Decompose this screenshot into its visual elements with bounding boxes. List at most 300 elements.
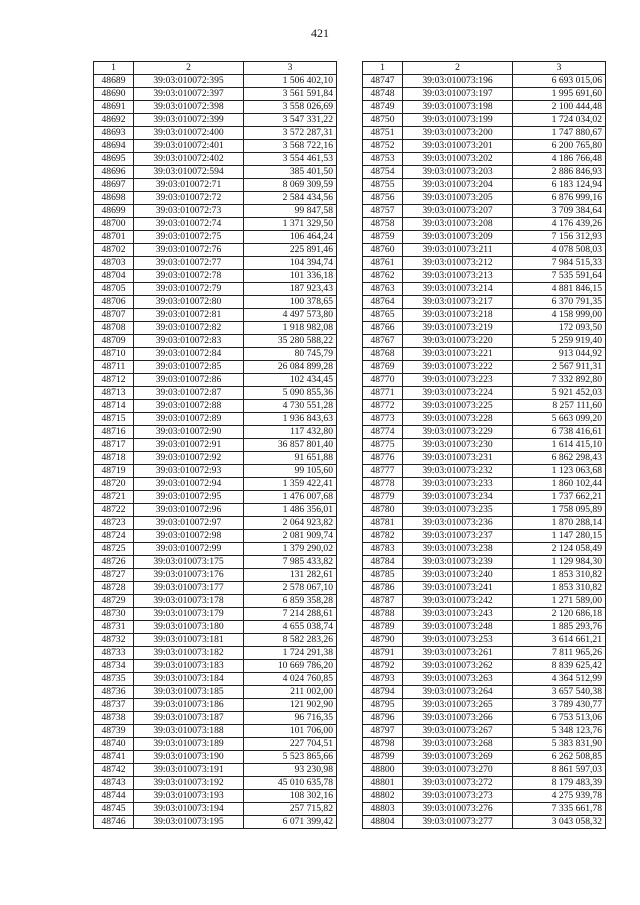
cadastral-number: 39:03:010073:194 [134, 803, 244, 816]
table-row [94, 192, 337, 205]
table-row [94, 634, 337, 647]
row-number: 48774 [363, 426, 403, 439]
cadastral-number: 39:03:010073:192 [134, 777, 244, 790]
row-number: 48737 [94, 699, 134, 712]
row-number: 48703 [94, 257, 134, 270]
cadastral-value: 1 271 589,00 [513, 595, 606, 608]
row-number: 48803 [363, 803, 403, 816]
cadastral-number: 39:03:010073:208 [403, 218, 513, 231]
table-row [94, 504, 337, 517]
cadastral-number: 39:03:010072:398 [134, 101, 244, 114]
row-number: 48765 [363, 309, 403, 322]
cadastral-value: 187 923,43 [244, 283, 337, 296]
cadastral-value: 6 738 416,61 [513, 426, 606, 439]
table-row [363, 322, 606, 335]
table-row [363, 387, 606, 400]
cadastral-value: 3 561 591,84 [244, 88, 337, 101]
table-row [363, 530, 606, 543]
cadastral-value: 2 584 434,56 [244, 192, 337, 205]
row-number: 48689 [94, 75, 134, 88]
cadastral-number: 39:03:010073:262 [403, 660, 513, 673]
table-row [94, 309, 337, 322]
cadastral-value: 131 282,61 [244, 569, 337, 582]
table-row [363, 205, 606, 218]
table-row [363, 296, 606, 309]
table-row [363, 140, 606, 153]
cadastral-value: 104 394,74 [244, 257, 337, 270]
table-row [94, 777, 337, 790]
cadastral-number: 39:03:010073:218 [403, 309, 513, 322]
table-row [363, 751, 606, 764]
cadastral-value: 6 183 124,94 [513, 179, 606, 192]
cadastral-number: 39:03:010072:91 [134, 439, 244, 452]
row-number: 48698 [94, 192, 134, 205]
row-number: 48766 [363, 322, 403, 335]
table-row [94, 153, 337, 166]
table-row [94, 231, 337, 244]
row-number: 48789 [363, 621, 403, 634]
row-number: 48718 [94, 452, 134, 465]
cadastral-value: 80 745,79 [244, 348, 337, 361]
row-number: 48711 [94, 361, 134, 374]
row-number: 48741 [94, 751, 134, 764]
cadastral-number: 39:03:010073:200 [403, 127, 513, 140]
table-row [363, 153, 606, 166]
row-number: 48754 [363, 166, 403, 179]
cadastral-number: 39:03:010073:221 [403, 348, 513, 361]
cadastral-number: 39:03:010073:235 [403, 504, 513, 517]
cadastral-number: 39:03:010072:401 [134, 140, 244, 153]
table-row [94, 374, 337, 387]
cadastral-number: 39:03:010073:223 [403, 374, 513, 387]
table-row [94, 114, 337, 127]
cadastral-value: 7 535 591,64 [513, 270, 606, 283]
column-header: 3 [513, 62, 606, 75]
row-number: 48800 [363, 764, 403, 777]
row-number: 48696 [94, 166, 134, 179]
row-number: 48757 [363, 205, 403, 218]
row-number: 48726 [94, 556, 134, 569]
cadastral-value: 4 024 760,85 [244, 673, 337, 686]
table-row [363, 582, 606, 595]
cadastral-value: 3 572 287,31 [244, 127, 337, 140]
row-number: 48756 [363, 192, 403, 205]
cadastral-number: 39:03:010073:207 [403, 205, 513, 218]
cadastral-number: 39:03:010073:186 [134, 699, 244, 712]
table-row [94, 439, 337, 452]
table-row [94, 543, 337, 556]
cadastral-number: 39:03:010072:399 [134, 114, 244, 127]
table-row [94, 400, 337, 413]
cadastral-value: 101 706,00 [244, 725, 337, 738]
row-number: 48738 [94, 712, 134, 725]
row-number: 48767 [363, 335, 403, 348]
row-number: 48691 [94, 101, 134, 114]
row-number: 48777 [363, 465, 403, 478]
cadastral-value: 1 371 329,50 [244, 218, 337, 231]
row-number: 48694 [94, 140, 134, 153]
cadastral-number: 39:03:010073:195 [134, 816, 244, 829]
table-row [363, 335, 606, 348]
cadastral-number: 39:03:010073:273 [403, 790, 513, 803]
row-number: 48791 [363, 647, 403, 660]
cadastral-number: 39:03:010072:77 [134, 257, 244, 270]
cadastral-number: 39:03:010073:242 [403, 595, 513, 608]
table-row [94, 413, 337, 426]
cadastral-number: 39:03:010073:265 [403, 699, 513, 712]
row-number: 48708 [94, 322, 134, 335]
row-number: 48702 [94, 244, 134, 257]
row-number: 48713 [94, 387, 134, 400]
table-row [363, 777, 606, 790]
cadastral-number: 39:03:010073:203 [403, 166, 513, 179]
table-row [363, 348, 606, 361]
cadastral-value: 8 582 283,26 [244, 634, 337, 647]
table-row [94, 322, 337, 335]
cadastral-number: 39:03:010073:191 [134, 764, 244, 777]
cadastral-value: 10 669 786,20 [244, 660, 337, 673]
cadastral-number: 39:03:010072:594 [134, 166, 244, 179]
cadastral-value: 4 275 939,78 [513, 790, 606, 803]
cadastral-number: 39:03:010072:94 [134, 478, 244, 491]
table-row [363, 712, 606, 725]
cadastral-number: 39:03:010073:232 [403, 465, 513, 478]
table-row [363, 595, 606, 608]
row-number: 48693 [94, 127, 134, 140]
table-row [94, 673, 337, 686]
cadastral-number: 39:03:010072:72 [134, 192, 244, 205]
cadastral-number: 39:03:010073:224 [403, 387, 513, 400]
cadastral-number: 39:03:010073:197 [403, 88, 513, 101]
row-number: 48788 [363, 608, 403, 621]
row-number: 48728 [94, 582, 134, 595]
cadastral-number: 39:03:010073:269 [403, 751, 513, 764]
cadastral-value: 96 716,35 [244, 712, 337, 725]
row-number: 48720 [94, 478, 134, 491]
table-row [94, 88, 337, 101]
row-number: 48701 [94, 231, 134, 244]
table-row [94, 387, 337, 400]
cadastral-number: 39:03:010073:188 [134, 725, 244, 738]
column-header: 1 [363, 62, 403, 75]
cadastral-number: 39:03:010072:96 [134, 504, 244, 517]
cadastral-value: 8 179 483,39 [513, 777, 606, 790]
cadastral-number: 39:03:010073:189 [134, 738, 244, 751]
row-number: 48739 [94, 725, 134, 738]
row-number: 48787 [363, 595, 403, 608]
table-row [94, 218, 337, 231]
table-row [94, 816, 337, 829]
table-row [94, 205, 337, 218]
cadastral-value: 36 857 801,40 [244, 439, 337, 452]
cadastral-value: 2 081 909,74 [244, 530, 337, 543]
header-row [363, 62, 606, 75]
cadastral-value: 26 084 899,28 [244, 361, 337, 374]
row-number: 48761 [363, 257, 403, 270]
row-number: 48715 [94, 413, 134, 426]
cadastral-number: 39:03:010072:400 [134, 127, 244, 140]
row-number: 48792 [363, 660, 403, 673]
row-number: 48768 [363, 348, 403, 361]
cadastral-value: 227 704,51 [244, 738, 337, 751]
row-number: 48695 [94, 153, 134, 166]
table-row [363, 231, 606, 244]
cadastral-value: 99 847,58 [244, 205, 337, 218]
cadastral-number: 39:03:010073:231 [403, 452, 513, 465]
cadastral-value: 3 568 722,16 [244, 140, 337, 153]
cadastral-value: 1 995 691,60 [513, 88, 606, 101]
row-number: 48785 [363, 569, 403, 582]
cadastral-value: 1 758 095,89 [513, 504, 606, 517]
table-row [94, 465, 337, 478]
row-number: 48716 [94, 426, 134, 439]
cadastral-number: 39:03:010072:82 [134, 322, 244, 335]
row-number: 48740 [94, 738, 134, 751]
table-row [363, 114, 606, 127]
table-row [94, 426, 337, 439]
cadastral-number: 39:03:010073:183 [134, 660, 244, 673]
table-row [94, 803, 337, 816]
cadastral-value: 8 861 597,03 [513, 764, 606, 777]
cadastral-value: 1 724 291,38 [244, 647, 337, 660]
row-number: 48781 [363, 517, 403, 530]
cadastral-number: 39:03:010073:243 [403, 608, 513, 621]
cadastral-number: 39:03:010073:202 [403, 153, 513, 166]
cadastral-number: 39:03:010073:248 [403, 621, 513, 634]
row-number: 48692 [94, 114, 134, 127]
column-header: 3 [244, 62, 337, 75]
row-number: 48730 [94, 608, 134, 621]
row-number: 48799 [363, 751, 403, 764]
cadastral-value: 3 043 058,32 [513, 816, 606, 829]
cadastral-value: 35 280 588,22 [244, 335, 337, 348]
cadastral-value: 1 359 422,41 [244, 478, 337, 491]
table-row [94, 790, 337, 803]
cadastral-value: 1 123 063,68 [513, 465, 606, 478]
cadastral-number: 39:03:010072:85 [134, 361, 244, 374]
page-number: 421 [311, 26, 329, 40]
cadastral-value: 4 497 573,80 [244, 309, 337, 322]
cadastral-value: 1 936 843,63 [244, 413, 337, 426]
row-number: 48748 [363, 88, 403, 101]
table-row [363, 413, 606, 426]
cadastral-number: 39:03:010073:264 [403, 686, 513, 699]
cadastral-number: 39:03:010072:87 [134, 387, 244, 400]
table-row [363, 621, 606, 634]
table-row [363, 803, 606, 816]
cadastral-value: 4 730 551,28 [244, 400, 337, 413]
cadastral-number: 39:03:010073:199 [403, 114, 513, 127]
cadastral-value: 913 044,92 [513, 348, 606, 361]
row-number: 48786 [363, 582, 403, 595]
row-number: 48712 [94, 374, 134, 387]
cadastral-number: 39:03:010073:239 [403, 556, 513, 569]
row-number: 48771 [363, 387, 403, 400]
table-row [363, 504, 606, 517]
cadastral-number: 39:03:010073:267 [403, 725, 513, 738]
table-row [363, 673, 606, 686]
cadastral-number: 39:03:010073:233 [403, 478, 513, 491]
column-header: 2 [134, 62, 244, 75]
cadastral-value: 1 379 290,02 [244, 543, 337, 556]
cadastral-number: 39:03:010072:90 [134, 426, 244, 439]
cadastral-value: 7 332 892,80 [513, 374, 606, 387]
row-number: 48776 [363, 452, 403, 465]
cadastral-value: 6 753 513,06 [513, 712, 606, 725]
cadastral-value: 7 811 965,26 [513, 647, 606, 660]
table-row [94, 478, 337, 491]
cadastral-number: 39:03:010073:211 [403, 244, 513, 257]
cadastral-value: 45 010 635,78 [244, 777, 337, 790]
row-number: 48795 [363, 699, 403, 712]
cadastral-number: 39:03:010073:190 [134, 751, 244, 764]
cadastral-number: 39:03:010072:402 [134, 153, 244, 166]
cadastral-value: 385 401,50 [244, 166, 337, 179]
table-row [94, 608, 337, 621]
cadastral-number: 39:03:010073:212 [403, 257, 513, 270]
cadastral-number: 39:03:010072:78 [134, 270, 244, 283]
cadastral-value: 7 214 288,61 [244, 608, 337, 621]
row-number: 48772 [363, 400, 403, 413]
cadastral-value: 5 663 099,20 [513, 413, 606, 426]
cadastral-value: 5 259 919,40 [513, 335, 606, 348]
cadastral-value: 172 093,50 [513, 322, 606, 335]
cadastral-value: 8 839 625,42 [513, 660, 606, 673]
row-number: 48743 [94, 777, 134, 790]
table-row [363, 491, 606, 504]
table-row [363, 543, 606, 556]
cadastral-number: 39:03:010072:88 [134, 400, 244, 413]
cadastral-value: 5 921 452,03 [513, 387, 606, 400]
table-row [94, 270, 337, 283]
cadastral-number: 39:03:010073:185 [134, 686, 244, 699]
cadastral-value: 1 747 880,67 [513, 127, 606, 140]
row-number: 48734 [94, 660, 134, 673]
table-row [94, 595, 337, 608]
cadastral-value: 1 737 662,21 [513, 491, 606, 504]
table-row [94, 530, 337, 543]
cadastral-value: 6 200 765,80 [513, 140, 606, 153]
cadastral-number: 39:03:010073:229 [403, 426, 513, 439]
cadastral-number: 39:03:010073:277 [403, 816, 513, 829]
cadastral-number: 39:03:010073:225 [403, 400, 513, 413]
row-number: 48690 [94, 88, 134, 101]
cadastral-number: 39:03:010072:97 [134, 517, 244, 530]
cadastral-value: 3 547 331,22 [244, 114, 337, 127]
cadastral-number: 39:03:010072:93 [134, 465, 244, 478]
cadastral-value: 8 257 111,60 [513, 400, 606, 413]
cadastral-value: 4 176 439,26 [513, 218, 606, 231]
table-row [94, 660, 337, 673]
cadastral-value: 4 186 766,48 [513, 153, 606, 166]
cadastral-number: 39:03:010073:237 [403, 530, 513, 543]
row-number: 48778 [363, 478, 403, 491]
cadastral-number: 39:03:010072:99 [134, 543, 244, 556]
row-number: 48798 [363, 738, 403, 751]
table-row [94, 361, 337, 374]
row-number: 48747 [363, 75, 403, 88]
row-number: 48729 [94, 595, 134, 608]
table-row [363, 400, 606, 413]
cadastral-number: 39:03:010073:179 [134, 608, 244, 621]
cadastral-value: 1 129 984,30 [513, 556, 606, 569]
table-row [94, 296, 337, 309]
cadastral-number: 39:03:010073:234 [403, 491, 513, 504]
cadastral-number: 39:03:010073:214 [403, 283, 513, 296]
cadastral-number: 39:03:010072:76 [134, 244, 244, 257]
table-row [94, 452, 337, 465]
cadastral-number: 39:03:010072:75 [134, 231, 244, 244]
table-row [363, 257, 606, 270]
table-row [363, 192, 606, 205]
row-number: 48758 [363, 218, 403, 231]
row-number: 48707 [94, 309, 134, 322]
cadastral-number: 39:03:010073:268 [403, 738, 513, 751]
cadastral-number: 39:03:010073:266 [403, 712, 513, 725]
cadastral-value: 1 860 102,44 [513, 478, 606, 491]
row-number: 48769 [363, 361, 403, 374]
table-row [363, 465, 606, 478]
cadastral-value: 6 862 298,43 [513, 452, 606, 465]
cadastral-value: 6 370 791,35 [513, 296, 606, 309]
table-row [94, 725, 337, 738]
row-number: 48700 [94, 218, 134, 231]
row-number: 48794 [363, 686, 403, 699]
table-row [94, 556, 337, 569]
cadastral-number: 39:03:010072:81 [134, 309, 244, 322]
row-number: 48801 [363, 777, 403, 790]
table-row [363, 244, 606, 257]
cadastral-value: 6 859 358,28 [244, 595, 337, 608]
cadastral-number: 39:03:010073:209 [403, 231, 513, 244]
cadastral-value: 1 147 280,15 [513, 530, 606, 543]
table-row [363, 426, 606, 439]
cadastral-number: 39:03:010073:213 [403, 270, 513, 283]
right-table [362, 61, 606, 829]
cadastral-number: 39:03:010073:175 [134, 556, 244, 569]
cadastral-value: 5 523 865,66 [244, 751, 337, 764]
row-number: 48779 [363, 491, 403, 504]
table-row [94, 491, 337, 504]
row-number: 48802 [363, 790, 403, 803]
cadastral-value: 6 262 508,85 [513, 751, 606, 764]
cadastral-value: 225 891,46 [244, 244, 337, 257]
row-number: 48745 [94, 803, 134, 816]
row-number: 48699 [94, 205, 134, 218]
cadastral-value: 2 100 444,48 [513, 101, 606, 114]
table-row [363, 790, 606, 803]
cadastral-value: 100 378,65 [244, 296, 337, 309]
table-row [363, 608, 606, 621]
cadastral-number: 39:03:010073:205 [403, 192, 513, 205]
cadastral-value: 7 985 433,82 [244, 556, 337, 569]
cadastral-value: 3 558 026,69 [244, 101, 337, 114]
row-number: 48750 [363, 114, 403, 127]
table-row [363, 517, 606, 530]
cadastral-value: 6 693 015,06 [513, 75, 606, 88]
cadastral-number: 39:03:010073:180 [134, 621, 244, 634]
cadastral-value: 106 464,24 [244, 231, 337, 244]
table-row [363, 75, 606, 88]
table-row [94, 244, 337, 257]
row-number: 48723 [94, 517, 134, 530]
table-row [363, 569, 606, 582]
table-row [363, 361, 606, 374]
cadastral-number: 39:03:010073:198 [403, 101, 513, 114]
cadastral-number: 39:03:010073:219 [403, 322, 513, 335]
table-row [363, 179, 606, 192]
row-number: 48782 [363, 530, 403, 543]
